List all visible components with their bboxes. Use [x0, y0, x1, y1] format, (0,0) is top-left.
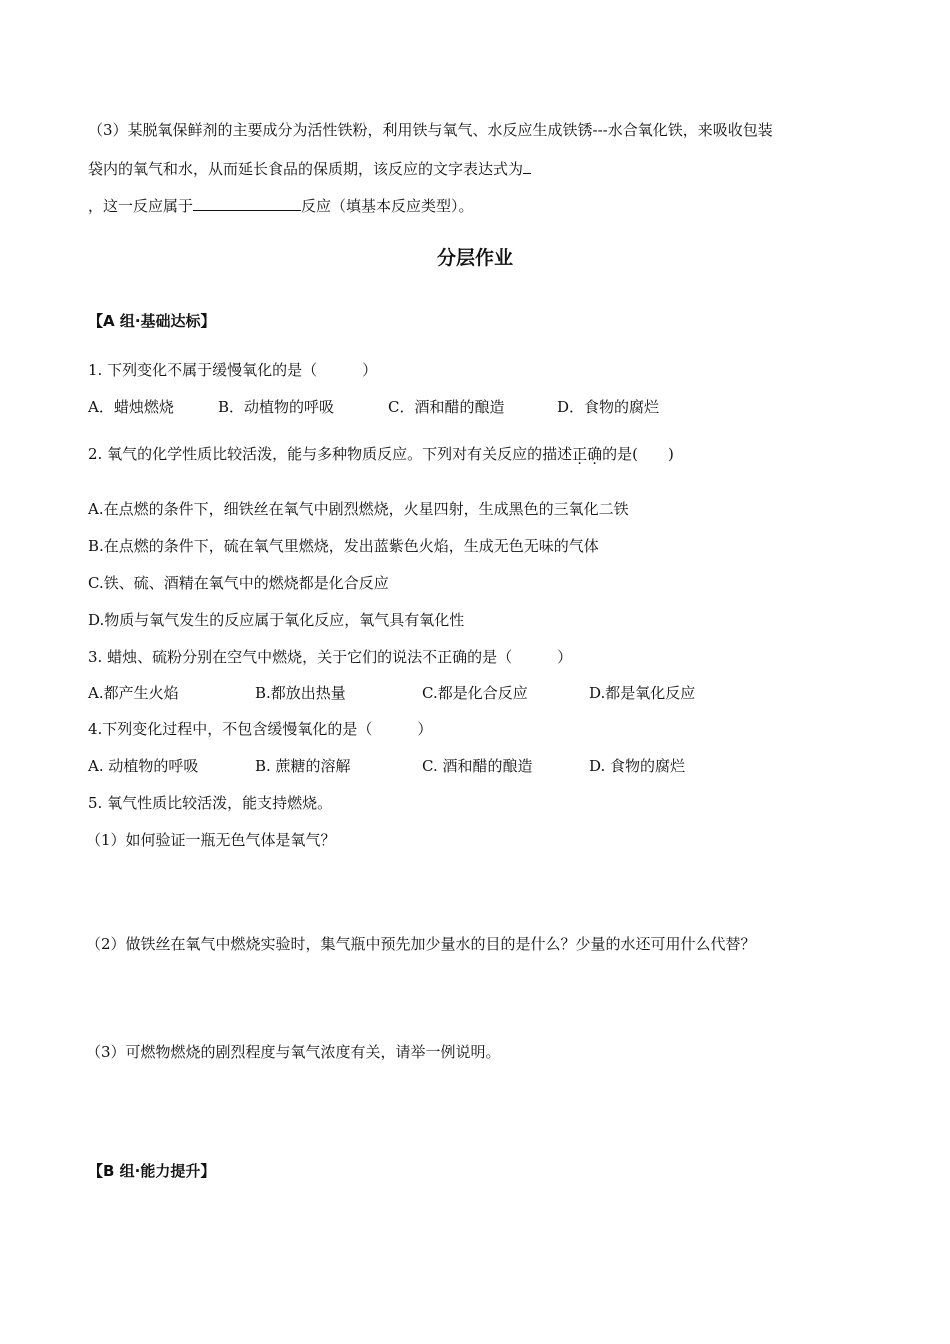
intro-line-3-suffix: 反应（填基本反应类型）。: [301, 197, 474, 215]
q2-stem-after: 的是( ): [602, 445, 674, 463]
q3-option-c: C.都是化合反应: [422, 684, 528, 702]
q4-option-b: B. 蔗糖的溶解: [255, 757, 351, 775]
answer-blank-reaction-type[interactable]: [193, 210, 301, 211]
q3-option-b: B.都放出热量: [255, 684, 346, 702]
q4-option-a: A. 动植物的呼吸: [88, 757, 199, 775]
intro-line-3-prefix: ，这一反应属于: [88, 197, 194, 215]
q2-stem-before: 2. 氧气的化学性质比较活泼，能与多种物质反应。下列对有关反应的描述: [88, 445, 573, 463]
q2-option-c: C.铁、硫、酒精在氧气中的燃烧都是化合反应: [88, 574, 389, 592]
q2-option-a: A.在点燃的条件下，细铁丝在氧气中剧烈燃烧，火星四射，生成黑色的三氧化二铁: [88, 500, 629, 518]
q1-stem: 1. 下列变化不属于缓慢氧化的是（ ）: [88, 361, 378, 379]
q2-stem-emphasis-1: 正: [572, 445, 588, 463]
q3-option-d: D.都是氧化反应: [589, 684, 696, 702]
q4-option-c: C. 酒和醋的酿造: [422, 757, 533, 775]
q5-sub-2: （2）做铁丝在氧气中燃烧实验时，集气瓶中预先加少量水的目的是什么？少量的水还可用什么代替？: [86, 935, 756, 953]
q1-option-c: C．酒和醋的酿造: [388, 398, 505, 416]
q3-stem: 3. 蜡烛、硫粉分别在空气中燃烧，关于它们的说法不正确的是（ ）: [88, 648, 573, 666]
q2-option-d: D.物质与氧气发生的反应属于氧化反应，氧气具有氧化性: [88, 611, 465, 629]
q4-option-d: D. 食物的腐烂: [589, 757, 686, 775]
q5-sub-3: （3）可燃物燃烧的剧烈程度与氧气浓度有关，请举一例说明。: [86, 1043, 501, 1061]
intro-line-1: （3）某脱氧保鲜剂的主要成分为活性铁粉，利用铁与氧气、水反应生成铁锈---水合氧化铁，来吸收包装: [88, 121, 773, 139]
q2-stem: [88, 444, 674, 464]
q3-option-a: A.都产生火焰: [88, 684, 179, 702]
intro-line-3: [88, 196, 474, 216]
q1-option-b: B．动植物的呼吸: [218, 398, 335, 416]
q4-stem: 4.下列变化过程中，不包含缓慢氧化的是（ ）: [88, 720, 433, 738]
intro-line-2-text: 袋内的氧气和水，从而延长食品的保质期，该反应的文字表达式为: [88, 160, 524, 178]
q5-stem: 5. 氧气性质比较活泼，能支持燃烧。: [88, 794, 333, 812]
q1-option-a: A．蜡烛燃烧: [88, 398, 174, 416]
answer-blank-expression[interactable]: [523, 173, 531, 174]
group-a-label: 【A 组·基础达标】: [88, 312, 216, 330]
group-b-label: 【B 组·能力提升】: [88, 1162, 216, 1180]
q2-option-b: B.在点燃的条件下，硫在氧气里燃烧，发出蓝紫色火焰，生成无色无味的气体: [88, 537, 599, 555]
q2-stem-emphasis-2: 确: [587, 445, 603, 463]
intro-line-2: [88, 159, 531, 179]
q1-option-d: D．食物的腐烂: [557, 398, 660, 416]
q5-sub-1: （1）如何验证一瓶无色气体是氧气？: [86, 831, 336, 849]
page-title: 分层作业: [436, 247, 513, 269]
